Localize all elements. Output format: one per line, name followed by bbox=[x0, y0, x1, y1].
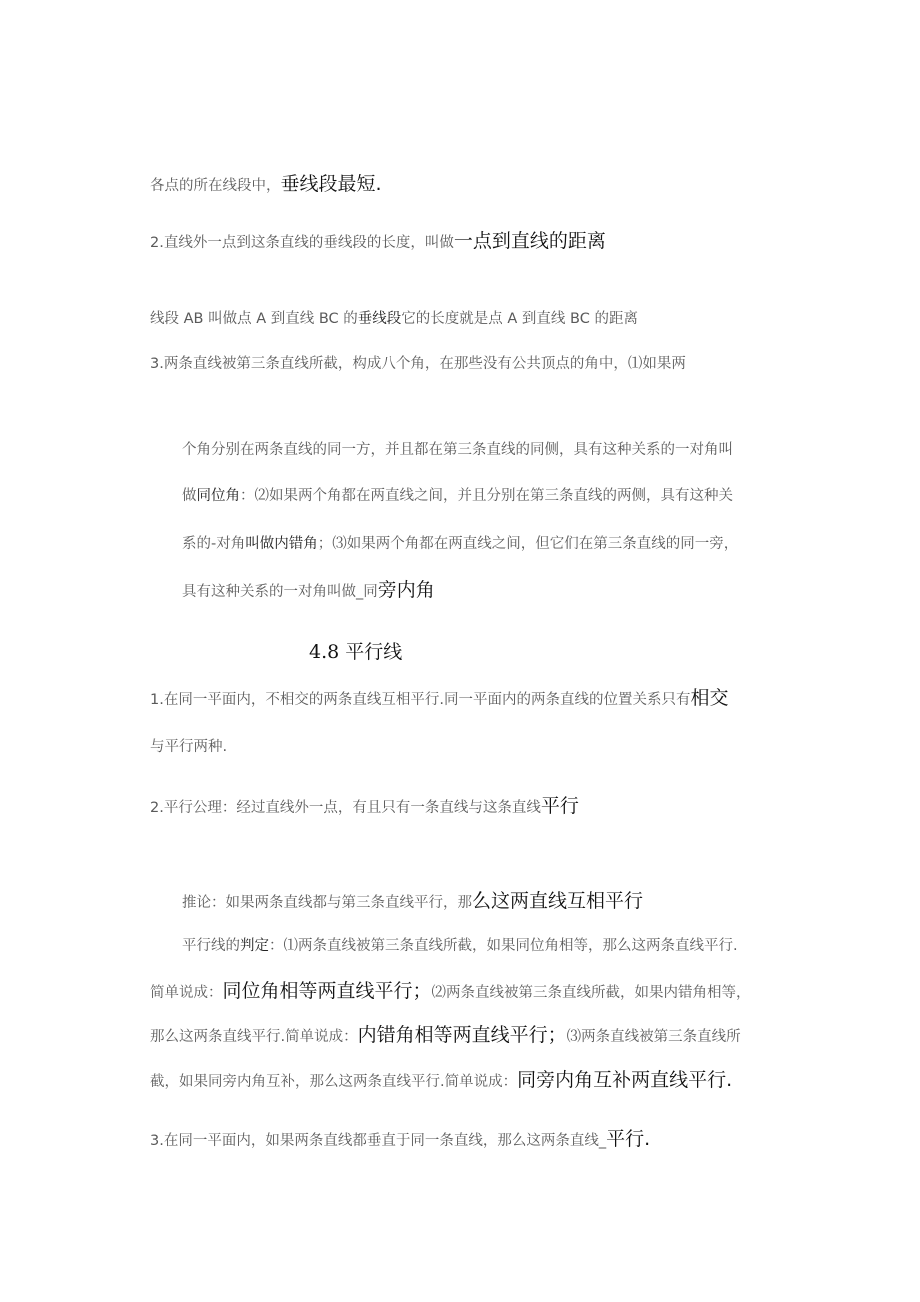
paragraph-corresponding-angles bbox=[182, 443, 733, 458]
paragraph-eight-angles bbox=[150, 357, 686, 372]
text: 简单说成： bbox=[150, 985, 223, 1001]
paragraph-parallel-criteria bbox=[182, 939, 738, 954]
emphasis-text: 同位角相等两直线平行； bbox=[222, 980, 432, 1002]
text: 各点的所在线段中， bbox=[150, 178, 281, 194]
text: ；⑶如果两个角都在两直线之间，但它们在第三条直线的同一旁， bbox=[317, 536, 739, 552]
emphasis-text: 平行 bbox=[540, 795, 579, 817]
emphasis-text: 垂线段 bbox=[357, 311, 402, 327]
paragraph-parallel-axiom bbox=[150, 797, 579, 816]
emphasis-text: 内错角相等两直线平行； bbox=[357, 1024, 567, 1046]
emphasis-text: 判定 bbox=[240, 938, 269, 954]
text: 2.平行公理：经过直线外一点，有且只有一条直线与这条直线 bbox=[150, 800, 541, 816]
emphasis-text: 一点到直线的距离 bbox=[453, 230, 606, 252]
paragraph-same-side-angles bbox=[182, 581, 435, 600]
emphasis-text: 同位角 bbox=[196, 488, 240, 504]
section-heading: 4.8 平行线 bbox=[309, 641, 403, 663]
text: ⑵两条直线被第三条直线所截，如果内错角相等， bbox=[431, 985, 751, 1001]
text: 截，如果同旁内角互补，那么这两条直线平行.简单说成： bbox=[150, 1074, 518, 1090]
paragraph-distance-definition bbox=[150, 232, 606, 251]
text: 它的长度 bbox=[401, 311, 460, 327]
emphasis-text: 旁内角 bbox=[377, 579, 435, 601]
emphasis-text: 叫做内错角 bbox=[245, 536, 318, 552]
paragraph-perpendicular-shortest bbox=[150, 175, 382, 194]
paragraph-segment-example bbox=[150, 312, 638, 327]
text: ：⑴两条直线被第三条直线所截，如果同位角相等，那么这两条直线平行. bbox=[269, 938, 738, 954]
paragraph-perpendicular-parallel bbox=[150, 1130, 650, 1149]
paragraph-parallel-definition bbox=[150, 689, 728, 708]
paragraph-criteria-corresponding bbox=[150, 982, 751, 1001]
text: 那么这两条直线平行.简单说成： bbox=[150, 1029, 358, 1045]
paragraph-alternate-angles bbox=[182, 489, 733, 504]
text: 具有这种关系的一对角叫做_同 bbox=[182, 584, 378, 600]
text: 与平行两种. bbox=[150, 739, 228, 755]
paragraph-two-relations bbox=[150, 740, 227, 755]
text: ：⑵如果两个角都在两直线之间，并且分别在第三条直线的两侧，具有这种关 bbox=[240, 488, 733, 504]
paragraph-criteria-alternate bbox=[150, 1026, 741, 1045]
emphasis-text: 相交 bbox=[690, 687, 729, 709]
emphasis-text: 同旁内角互补两直线平行. bbox=[517, 1069, 733, 1091]
text: 2.直线外一点到这条直线的垂线段的长度，叫做 bbox=[150, 235, 454, 251]
emphasis-text: 平行. bbox=[606, 1128, 651, 1150]
text: 3.两条直线被第三条直线所截，构成八个角，在那些没有公共顶点的角中，⑴如果两 bbox=[150, 356, 686, 372]
text: 3.在同一平面内，如果两条直线都垂直于同一条直线，那么这两条直线_ bbox=[150, 1133, 607, 1149]
text: 个角分别在两条直线的同一方，并且都在第三条直线的同侧，具有这种关系的一对角叫 bbox=[182, 442, 733, 458]
emphasis-text: 么这两直线互相平行 bbox=[472, 890, 644, 912]
text: 做 bbox=[182, 488, 197, 504]
paragraph-corollary bbox=[182, 892, 643, 911]
text: 1.在同一平面内，不相交的两条直线互相平行.同一平面内的两条直线的位置关系只有 bbox=[150, 692, 691, 708]
text: 系的-对角 bbox=[182, 536, 246, 552]
text: 就是点 A 到直线 BC 的距离 bbox=[459, 311, 638, 327]
emphasis-text: 垂线段最短. bbox=[280, 173, 382, 195]
paragraph-criteria-same-side bbox=[150, 1071, 732, 1090]
text: 线段 AB 叫做点 A 到直线 BC 的 bbox=[150, 311, 358, 327]
text: 平行线的 bbox=[182, 938, 240, 954]
paragraph-interior-angles bbox=[182, 537, 738, 552]
text: 推论：如果两条直线都与第三条直线平行，那 bbox=[182, 895, 472, 911]
text: ⑶两条直线被第三条直线所 bbox=[566, 1029, 741, 1045]
